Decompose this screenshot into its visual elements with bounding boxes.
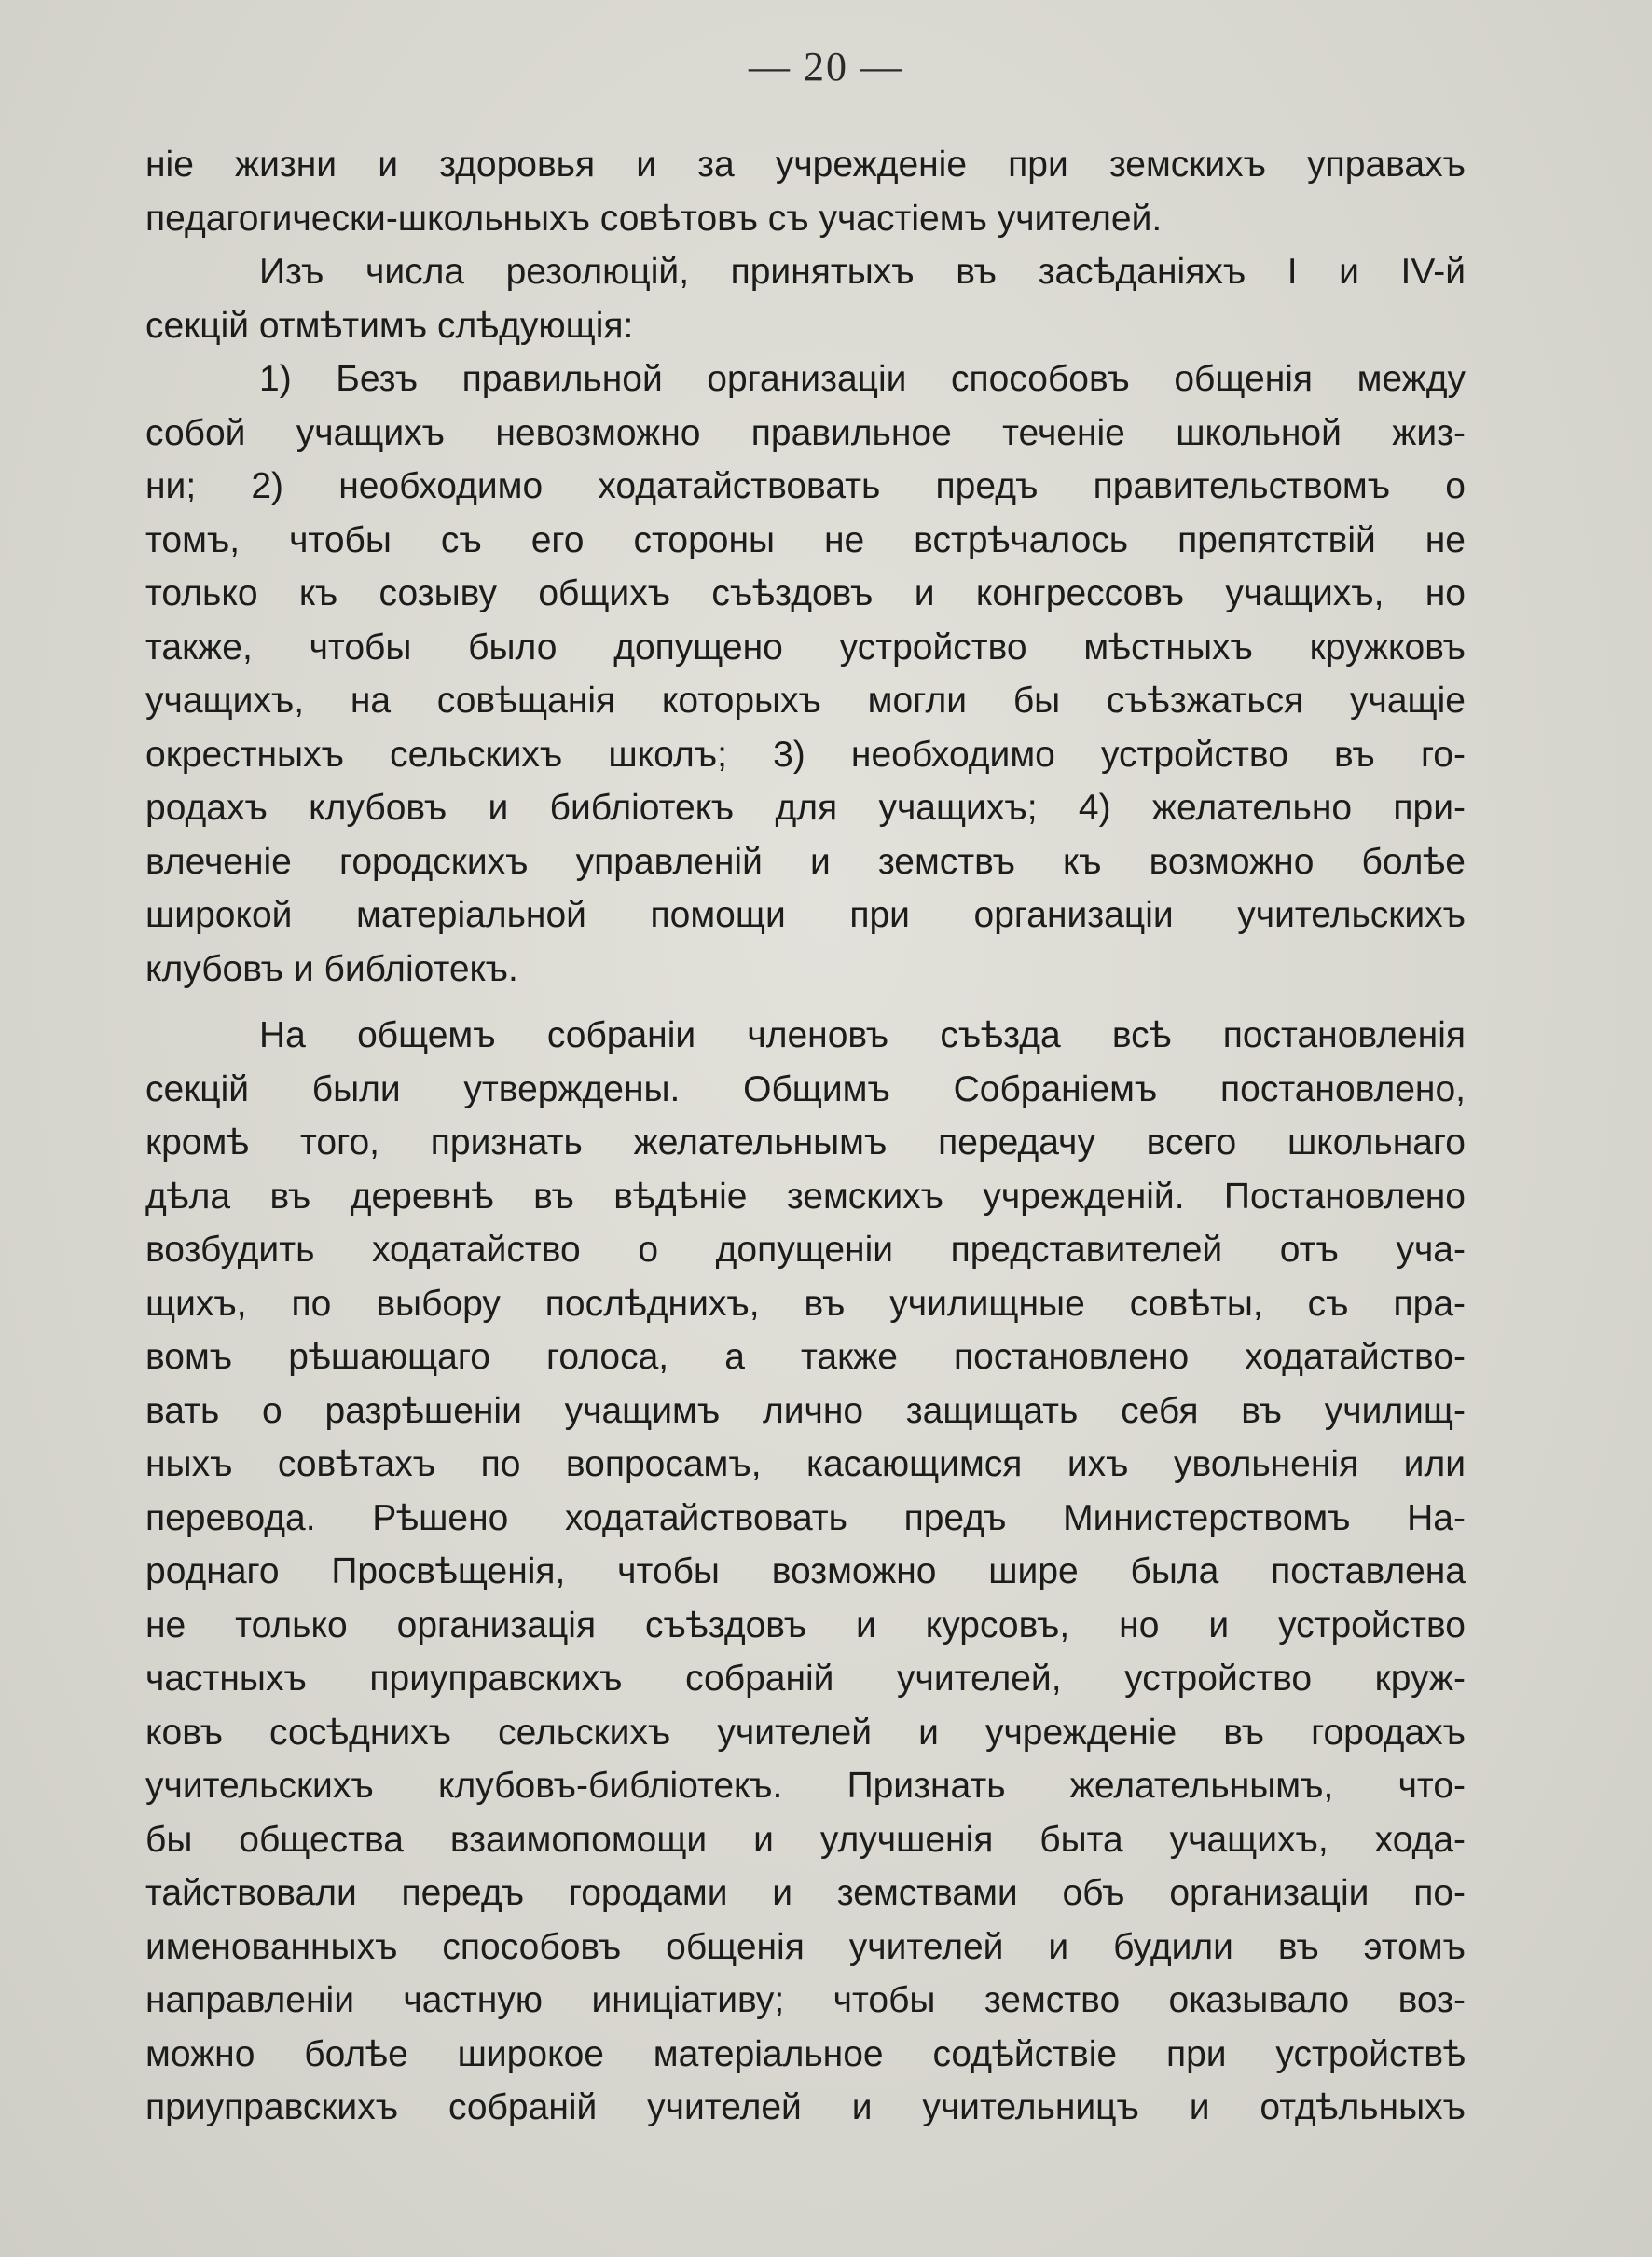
text-line: ковъ сосѣднихъ сельскихъ учителей и учрежденіе въ городахъ	[145, 1712, 1466, 1753]
body-text	[145, 138, 1466, 2135]
text-line: клубовъ и библіотекъ.	[145, 948, 518, 989]
text-line: можно болѣе широкое матеріальное содѣйствіе при устройствѣ	[145, 2033, 1466, 2074]
text-line: также, чтобы было допущено устройство мѣстныхъ кружковъ	[145, 626, 1466, 667]
text-line: Изъ числа резолюцій, принятыхъ въ засѣданіяхъ I и IV-й	[259, 252, 1466, 292]
text-line: вать о разрѣшеніи учащимъ лично защищать себя въ училищ-	[145, 1390, 1466, 1431]
text-line: бы общества взаимопомощи и улучшенія быта учащихъ, хода-	[145, 1819, 1466, 1860]
text-line: широкой матеріальной помощи при организаціи учительскихъ	[145, 895, 1466, 935]
text-line: собой учащихъ невозможно правильное теченіе школьной жиз-	[145, 412, 1466, 453]
text-line: учительскихъ клубовъ-библіотекъ. Признать желательнымъ, что-	[145, 1766, 1466, 1806]
text-line: возбудить ходатайство о допущеніи представителей отъ уча-	[145, 1230, 1466, 1270]
text-line: частныхъ приуправскихъ собраній учителей, устройство круж-	[145, 1658, 1466, 1699]
text-line: На общемъ собраніи членовъ съѣзда всѣ постановленія	[259, 1015, 1466, 1055]
text-line: 1) Безъ правильной организаціи способовъ общенія между	[259, 359, 1466, 399]
text-line: роднаго Просвѣщенія, чтобы возможно шире была поставлена	[145, 1551, 1466, 1591]
paragraph-resolutions-list	[145, 352, 1466, 996]
text-line: ни; 2) необходимо ходатайствовать предъ правительствомъ о	[145, 466, 1466, 506]
text-line: учащихъ, на совѣщанія которыхъ могли бы съѣзжаться учащіе	[145, 681, 1466, 721]
text-line: секцій были утверждены. Общимъ Собраніемъ постановлено,	[145, 1068, 1466, 1109]
text-line: родахъ клубовъ и библіотекъ для учащихъ; 4) желательно при-	[145, 788, 1466, 828]
text-line: не только организація съѣздовъ и курсовъ, но и устройство	[145, 1604, 1466, 1645]
text-line: перевода. Рѣшено ходатайствовать предъ Министерствомъ На-	[145, 1497, 1466, 1538]
text-line: тайствовали передъ городами и земствами объ организаціи по-	[145, 1873, 1466, 1913]
text-line: секцій отмѣтимъ слѣдующія:	[145, 305, 634, 346]
paragraph-continuation	[145, 138, 1466, 245]
text-line: именованныхъ способовъ общенія учителей и будили въ этомъ	[145, 1926, 1466, 1967]
text-line: дѣла въ деревнѣ въ вѣдѣніе земскихъ учрежденій. Постановлено	[145, 1176, 1466, 1217]
text-line: педагогически-школьныхъ совѣтовъ съ участіемъ учителей.	[145, 198, 1163, 239]
text-line: ніе жизни и здоровья и за учрежденіе при земскихъ управахъ	[145, 145, 1466, 185]
paragraph-gap	[145, 996, 1466, 1009]
text-line: окрестныхъ сельскихъ школъ; 3) необходимо устройство въ го-	[145, 734, 1466, 775]
text-line: кромѣ того, признать желательнымъ передачу всего школьнаго	[145, 1122, 1466, 1163]
text-line: влеченіе городскихъ управленій и земствъ къ возможно болѣе	[145, 841, 1466, 882]
text-line: только къ созыву общихъ съѣздовъ и конгрессовъ учащихъ, но	[145, 573, 1466, 613]
paragraph-resolutions-intro	[145, 245, 1466, 352]
text-line: направленіи частную иниціативу; чтобы земство оказывало воз-	[145, 1980, 1466, 2020]
paragraph-general-assembly	[145, 1009, 1466, 2135]
text-line: ныхъ совѣтахъ по вопросамъ, касающимся ихъ увольненія или	[145, 1444, 1466, 1484]
text-line: щихъ, по выбору послѣднихъ, въ училищные совѣты, съ пра-	[145, 1283, 1466, 1324]
text-line: вомъ рѣшающаго голоса, а также постановлено ходатайство-	[145, 1337, 1466, 1377]
text-line: томъ, чтобы съ его стороны не встрѣчалось препятствій не	[145, 519, 1466, 560]
text-line: приуправскихъ собраній учителей и учительницъ и отдѣльныхъ	[145, 2087, 1466, 2127]
page-number: — 20 —	[749, 44, 903, 89]
